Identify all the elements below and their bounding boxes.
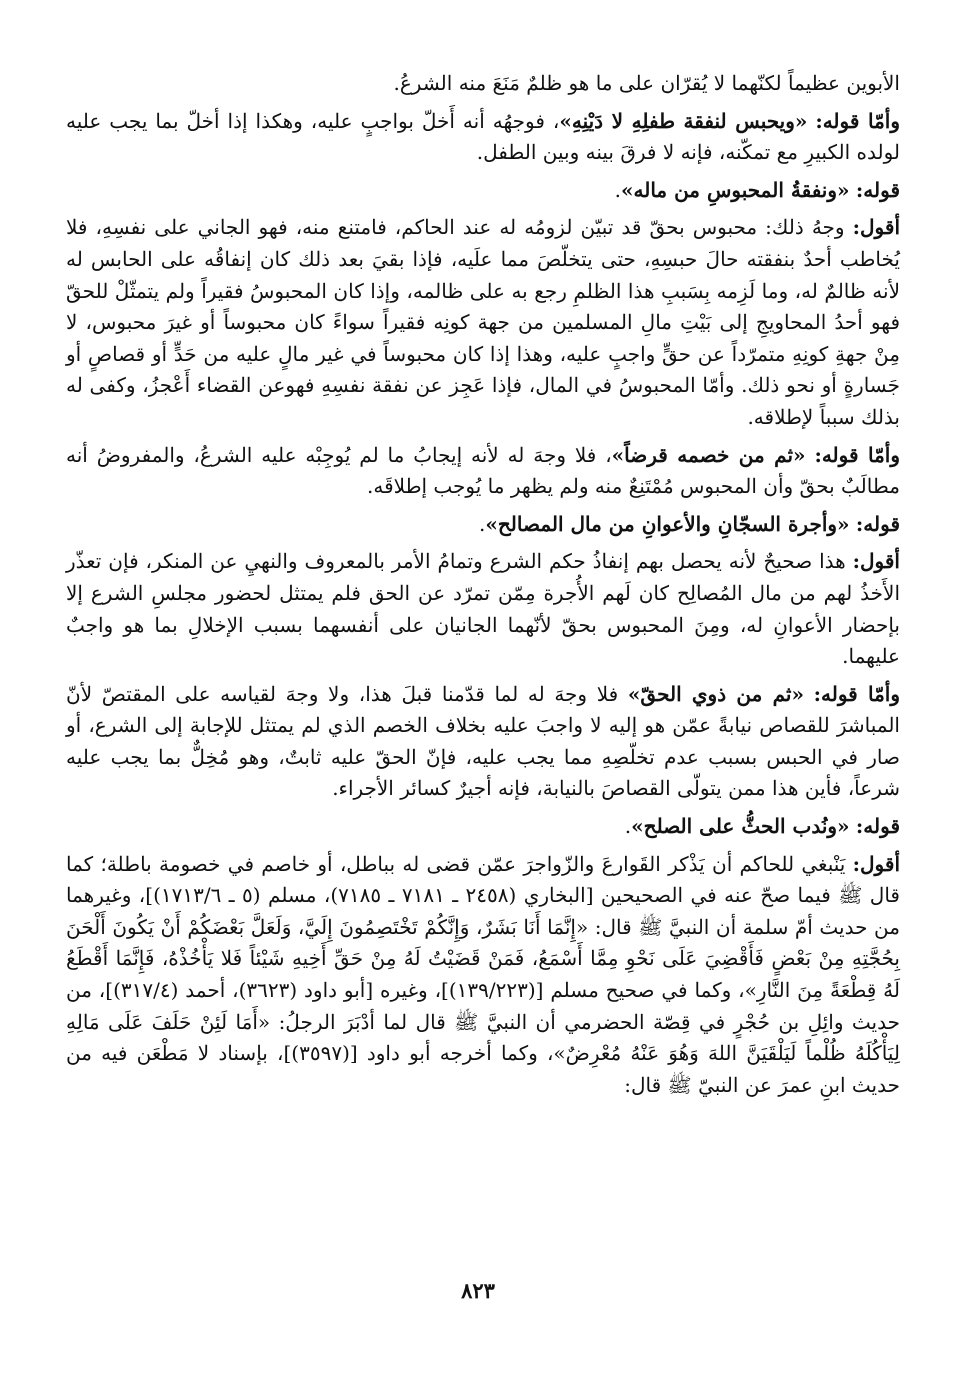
quoted-text: «وأجرة السجّانِ والأعوانِ من مال المصالح» [485,511,850,536]
quoted-text: «ونُدب الحثُّ على الصلح» [631,814,850,839]
paragraph-text: ، فلا وجهَ له لأنه إيجابُ ما لم يُوجِبْه عليه الشرعُ، والمفروضُ أنه مطالَبٌ بحقّ وأن المحبوس مُمْتَنِعٌ منه ولم يظهر ما يُوجب إطلاقَه. [66,442,900,499]
page-body [66,68,900,1101]
quoted-text: «ثم من ذوي الحقّ» [627,681,804,706]
page-number: ٨٢٣ [461,1278,495,1303]
paragraph-text: الأبوين عظيماً لكنّهما لا يُقرّان على ما هو ظلمٌ مَنَعَ منه الشرعُ. [393,71,900,95]
paragraph-lead: أقول: [852,851,901,876]
paragraph-text: هذا صحيحٌ لأنه يحصل بهم إنفاذُ حكم الشرع وتمامُ الأمر بالمعروف والنهيِ عن المنكر، فإن تعذّر الأَخذُ لهم من مال المُصالِح كان لَهم الأُجرة مِمّن تمرّد عن الحق فلم يمتثل لحضور مجلسِ الشرع إلا بإحضار الأعوانِ له، ومِنَ المحبوس بحقّ لأنّهما الجانيان على أنفسهما بسبب الإخلالِ بما هو واجبٌ عليهما. [66,549,900,669]
paragraph-lead: قوله: [855,511,900,536]
paragraph [66,440,900,503]
paragraph [66,175,900,207]
paragraph [66,509,900,541]
paragraph-lead: وأمّا قوله: [815,108,901,133]
paragraph-text: يَنْبغي للحاكم أن يَذْكر القَوارعَ والزّواجرَ عمّن قضى له بباطل، أو خاصم في خصومة باطلة؛ كما قال ﷺ فيما صحّ عنه في الصحيحين [البخاري (٢٤٥٨ ـ ٧١٨١ ـ ٧١٨٥)، مسلم (٥ ـ ١٧١٣/٦)]، وغيرهما من حديث أمّ سلمة أن النبيَّ ﷺ قال: «إِنَّمَا أَنَا بَشَرٌ، وَإِنَّكُمْ تَخْتَصِمُونَ إِلَيَّ، وَلَعَلَّ بَعْضَكُمْ أَنْ يَكُونَ أَلْحَنَ بِحُجَّتِهِ مِنْ بَعْضٍ فَأَقْضِيَ عَلَى نَحْوِ مِمَّا أَسْمَعُ، فَمَنْ قَضَيْتُ لَهُ مِنْ حَقِّ أَخِيهِ شَيْئاً فَلا يَأْخُذْهُ، فَإِنَّمَا أَقْطَعُ لَهُ قِطْعَةً مِنَ النَّارِ»، وكما في صحيح مسلم [(١٣٩/٢٢٣)]، وغيره [أبو داود (٣٦٢٣)، أحمد (٣١٧/٤)]، من حديث وائِلِ بن حُجْرٍ في قِصّة الحضرمي أن النبيَّ ﷺ قال لما أدْبَرَ الرجلُ: «أَمَا لَئِنْ حَلَفَ عَلَى مَالِهِ لِيَأْكُلَهُ ظُلْماً لَيَلْقَيَنَّ اللهَ وَهُوَ عَنْهُ مُعْرِضٌ»، وكما أخرجه أبو داود [(٣٥٩٧)]، بإسناد لا مَطْعَن فيه من حديث ابنِ عمرَ عن النبيّ ﷺ قال: [66,851,901,1097]
paragraph [66,106,900,169]
paragraph [66,679,900,805]
quoted-text: «ويحبس لنفقة طفلِهِ لا دَيْنِهِ» [559,108,808,133]
paragraph [66,68,900,100]
paragraph-lead: وأمّا قوله: [814,442,901,467]
paragraph-lead: أقول: [852,549,900,574]
paragraph-text: . [624,814,632,839]
paragraph [66,212,900,433]
quoted-text: «ثم من خصمه قرضاً» [611,442,806,467]
paragraph-lead: قوله: [855,814,900,839]
paragraph-text: . [479,511,486,536]
paragraph-text: ، فوجهُه أنه أَخلّ بواجبٍ عليه، وهكذا إذا أخلّ بما يجب عليه لولده الكبيرِ مع تمكّنه، فإنه لا فرقَ بينه وبين الطفل. [66,108,900,165]
paragraph-lead: أقول: [852,215,901,240]
paragraph-lead: قوله: [855,177,900,202]
paragraph [66,811,900,843]
paragraph-text: وجهُ ذلك: محبوس بحقّ قد تبيّن لزومُه له عند الحاكم، فامتنع منه، فهو الجاني على نفسِهِ، فلا يُخاطب أحدٌ بنفقته حالَ حبسِهِ، حتى يتخلّصَ مما علَيه، فإذا بقيَ بعد ذلك كان إنفاقُه على الحابس له لأنه ظالمٌ له، وما لَزِمه بِسَببِ هذا الظلمِ رجع به على ظالمه، وإذا كان المحبوسُ فقيراً ولم يتمثّلْ للحقّ فهو أحدُ المحاويجِ إلى بَيْتِ مالِ المسلمين من جهة كونِه فقيراً سواءً كان محبوساً أو غيرَ محبوس، لا مِنْ جهةِ كونِهِ متمرّداً عن حقٍّ واجبٍ عليه، وهذا إذا كان محبوساً في غير مالٍ عليه من حَدٍّ أو قصاصٍ أو جَسارةٍ أو نحو ذلك. وأمّا المحبوسُ في المال، فإذا عَجِز عن نفقة نفسِهِ فهوعن القضاء أَعْجزُ، وكفى له بذلك سبباً لإطلاقه. [66,215,900,429]
paragraph-text: . [614,177,621,202]
quoted-text: «ونفقةُ المحبوسِ من ماله» [621,177,850,202]
paragraph [66,849,900,1102]
paragraph [66,546,900,672]
paragraph-lead: وأمّا قوله: [813,681,901,706]
paragraph-text: فلا وجهَ له لما قدّمنا قبلَ هذا، ولا وجهَ لقياسه على المقتصّ لأنّ المباشرَ للقصاص نيابةً عمّن هو إليه لا واجبَ عليه بخلاف الخصم الذي لم يمتثل للإجابة إلى الشرع، أو صار في الحبس بسبب عدم تخلّصِهِ مما يجب عليه، فإنّ الحقّ عليه ثابتٌ، وهو مُخِلٌّ بما يجب عليه شرعاً، فأين هذا ممن يتولّى القصاصَ بالنيابة، فإنه أجيرٌ كسائر الأجراء. [66,681,900,801]
